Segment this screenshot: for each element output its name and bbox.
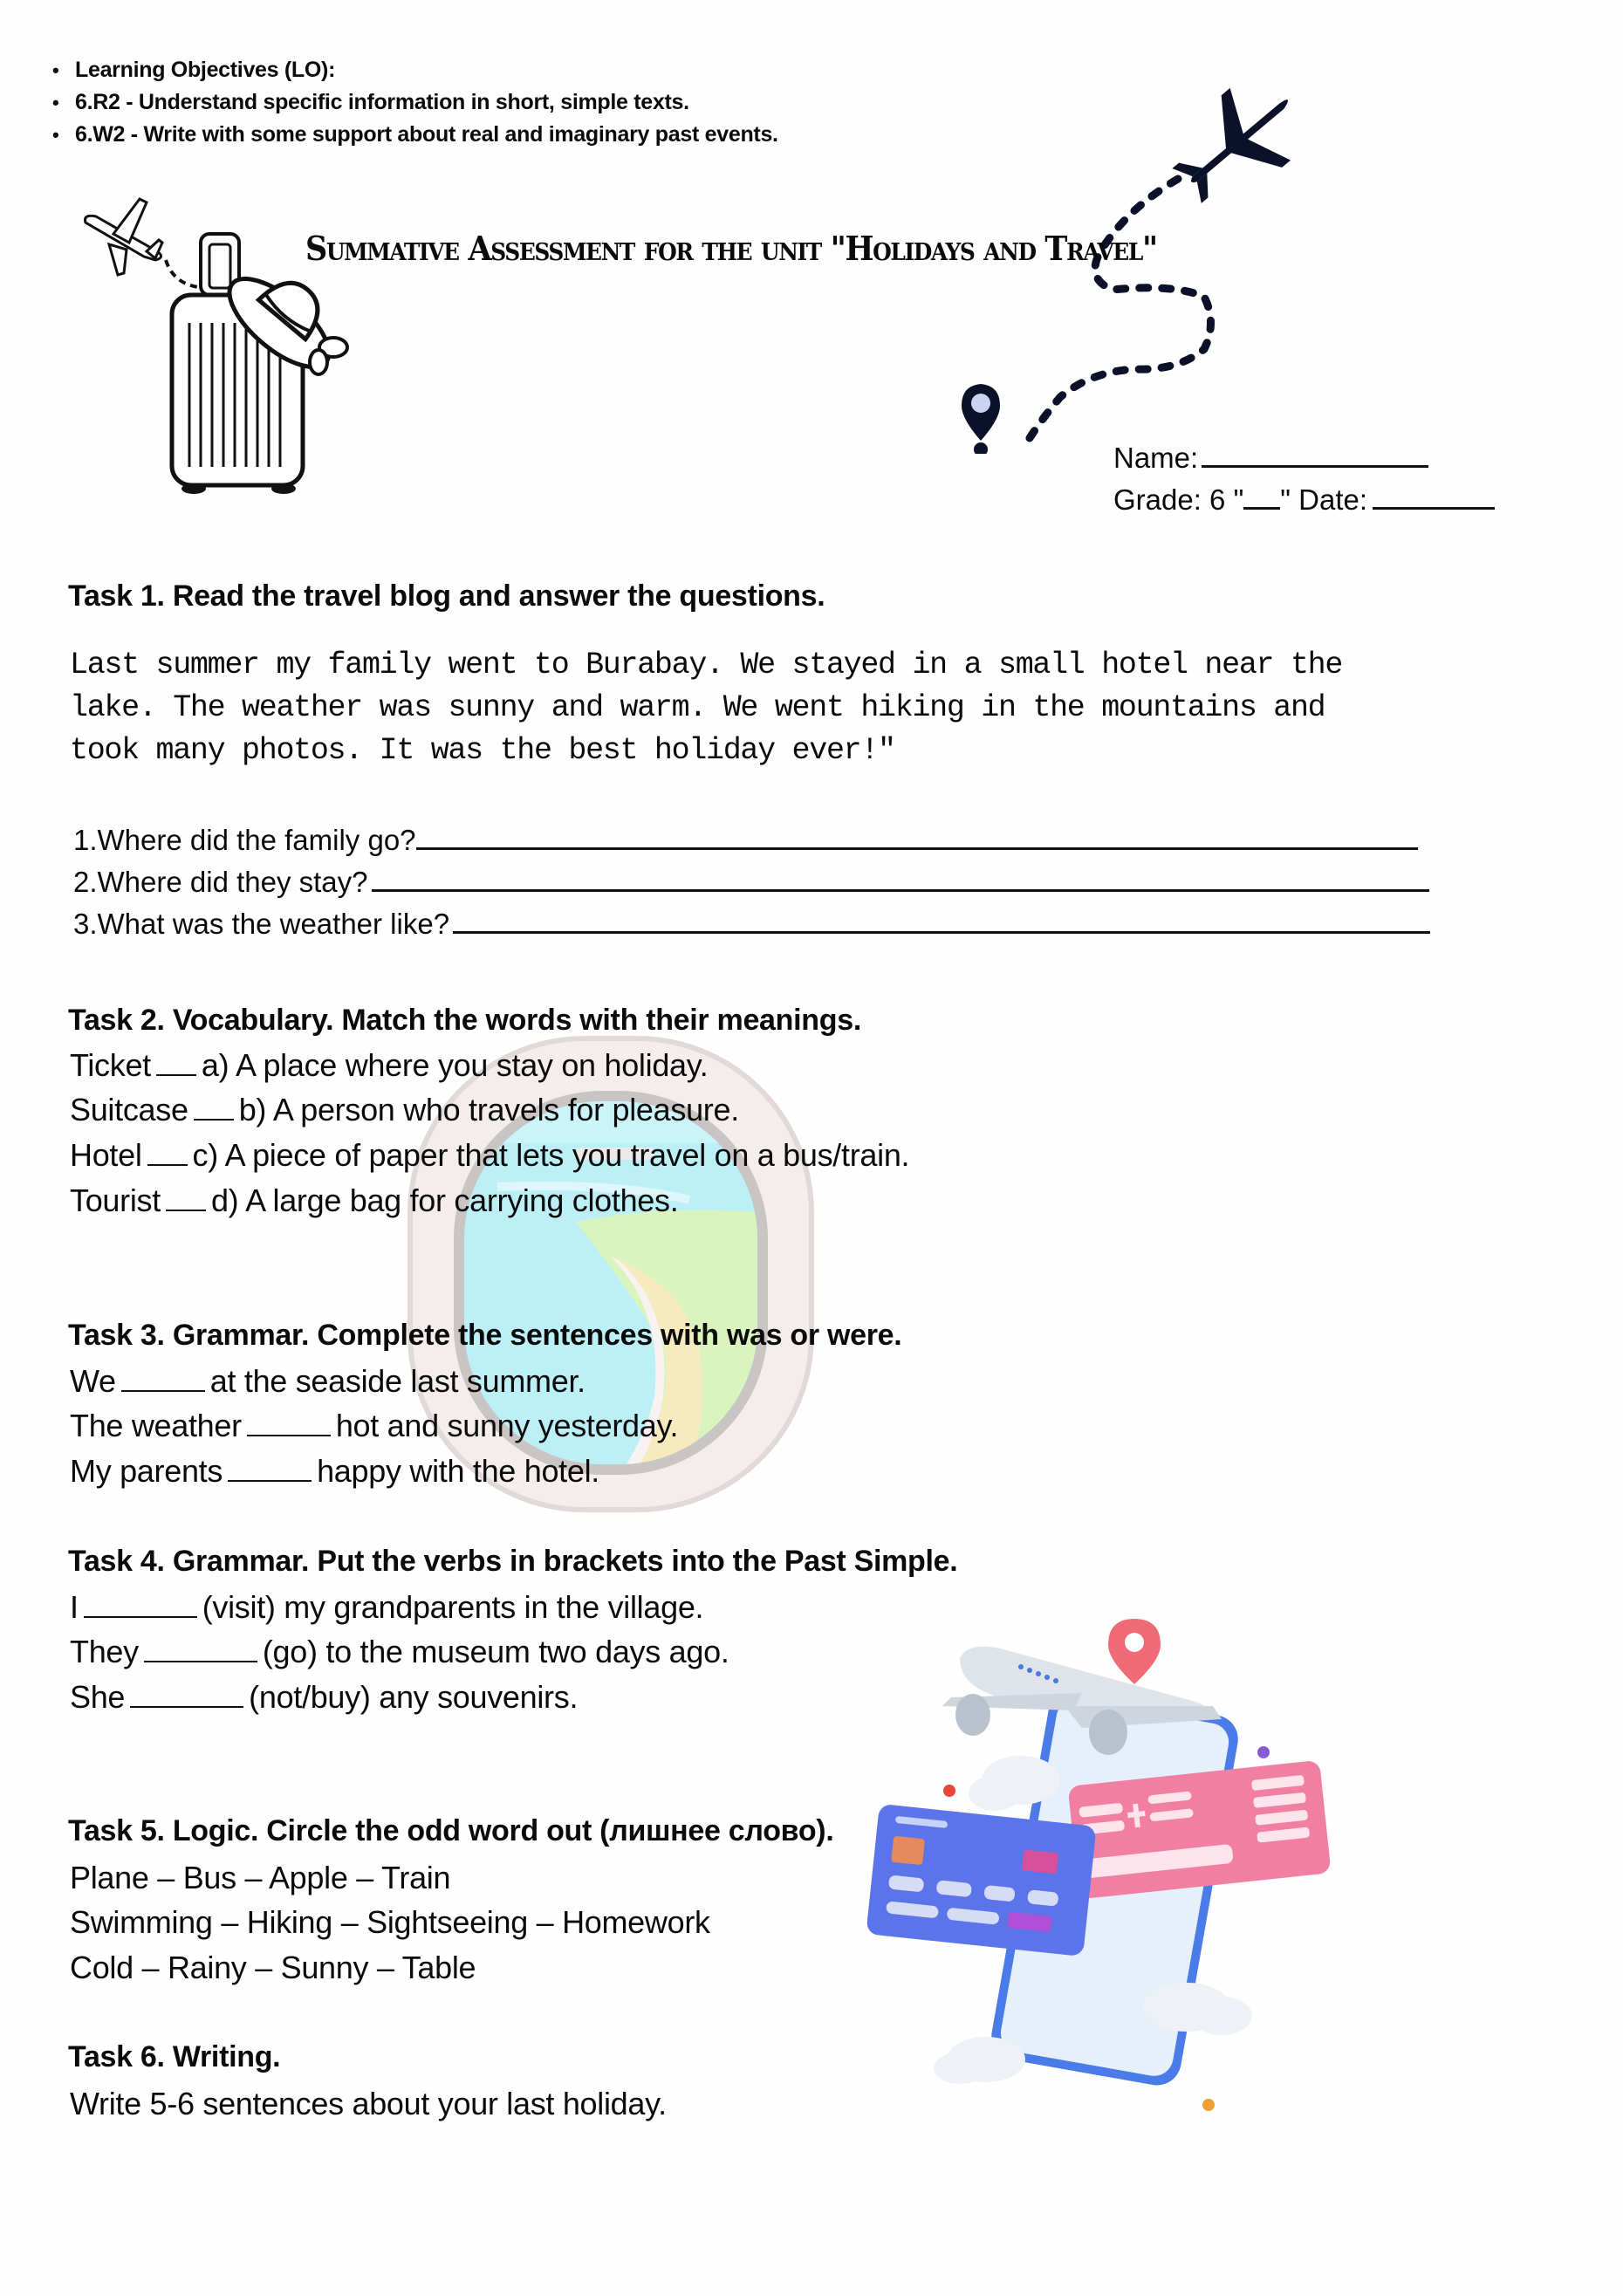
- sentence-start: I: [70, 1589, 79, 1625]
- fill-blank[interactable]: [247, 1434, 331, 1436]
- sentence-end: (not/buy) any souvenirs.: [249, 1679, 579, 1715]
- blog-line: lake. The weather was sunny and warm. We went hiking in the mountains and: [70, 690, 1325, 725]
- match-meaning: c) A piece of paper that lets you travel on a bus/train.: [192, 1137, 910, 1173]
- task5-heading: Task 5. Logic. Circle the odd word out (лишнее слово).: [68, 1814, 834, 1847]
- route-illustration: [942, 87, 1309, 454]
- answer-line[interactable]: [453, 930, 1430, 934]
- fill-blank[interactable]: [121, 1389, 205, 1392]
- grade-label: Grade: 6 ": [1113, 483, 1244, 516]
- match-item[interactable]: [70, 1047, 709, 1084]
- answer-line[interactable]: [372, 888, 1429, 892]
- sentence-start: My parents: [70, 1453, 223, 1489]
- verb-item[interactable]: [70, 1634, 729, 1670]
- task1-heading: Task 1. Read the travel blog and answer the questions.: [68, 579, 825, 613]
- match-blank[interactable]: [147, 1163, 188, 1166]
- page-title: Summative Assessment for the unit "Holidays and Travel": [305, 229, 1157, 268]
- task6-heading: Task 6. Writing.: [68, 2040, 281, 2073]
- match-meaning: b) A person who travels for pleasure.: [238, 1092, 739, 1127]
- blog-line: took many photos. It was the best holiday ever!": [70, 733, 895, 768]
- date-label: " Date:: [1280, 483, 1368, 516]
- bullet-icon: •: [52, 59, 59, 81]
- small-plane-icon: [86, 199, 163, 275]
- verb-blank[interactable]: [144, 1660, 257, 1662]
- question-text: 3.What was the weather like?: [73, 908, 450, 940]
- bullet-icon: •: [52, 124, 59, 146]
- match-blank[interactable]: [166, 1209, 206, 1211]
- match-meaning: d) A large bag for carrying clothes.: [210, 1182, 679, 1218]
- fill-in-item[interactable]: [70, 1453, 599, 1490]
- name-label: Name:: [1113, 442, 1199, 474]
- sentence-end: (go) to the museum two days ago.: [262, 1634, 729, 1669]
- writing-instruction: Write 5-6 sentences about your last holiday.: [70, 2086, 667, 2121]
- map-pin-3d-icon: [1108, 1619, 1161, 1684]
- sentence-start: She: [70, 1679, 126, 1715]
- odd-word-row[interactable]: Swimming – Hiking – Sightseeing – Homework: [70, 1904, 710, 1940]
- learning-objective-r2: [52, 89, 689, 116]
- match-item[interactable]: [70, 1092, 739, 1128]
- date-blank[interactable]: [1373, 506, 1495, 510]
- name-field[interactable]: [1113, 442, 1428, 475]
- verb-item[interactable]: [70, 1589, 703, 1626]
- task2-heading: Task 2. Vocabulary. Match the words with their meanings.: [68, 1004, 861, 1037]
- question-text: 2.Where did they stay?: [73, 866, 368, 898]
- grade-date-field[interactable]: [1113, 483, 1495, 517]
- question-text: 1.Where did the family go?: [73, 824, 416, 856]
- grade-letter-blank[interactable]: [1243, 506, 1280, 510]
- task3-heading: Task 3. Grammar. Complete the sentences with was or were.: [68, 1319, 902, 1352]
- lo-text: 6.W2 - Write with some support about real and imaginary past events.: [75, 122, 778, 147]
- match-blank[interactable]: [194, 1118, 234, 1121]
- lo-label: Learning Objectives (LO):: [75, 58, 336, 82]
- sentence-end: hot and sunny yesterday.: [335, 1408, 679, 1443]
- answer-line[interactable]: [416, 846, 1418, 850]
- match-word: Hotel: [70, 1137, 142, 1173]
- match-word: Suitcase: [70, 1092, 188, 1127]
- fill-in-item[interactable]: [70, 1363, 586, 1400]
- sentence-start: We: [70, 1363, 116, 1399]
- odd-word-row[interactable]: Plane – Bus – Apple – Train: [70, 1860, 451, 1895]
- question-1[interactable]: [73, 824, 1418, 857]
- airplane-icon: [1156, 87, 1309, 222]
- credit-card-icon: [866, 1804, 1096, 1957]
- sentence-start: They: [70, 1634, 139, 1669]
- question-3[interactable]: [73, 908, 1430, 941]
- question-2[interactable]: [73, 866, 1429, 899]
- verb-blank[interactable]: [84, 1615, 197, 1618]
- learning-objective-w2: [52, 121, 778, 148]
- match-item[interactable]: [70, 1137, 909, 1174]
- sentence-end: happy with the hotel.: [317, 1453, 600, 1489]
- bullet-icon: •: [52, 92, 59, 113]
- match-word: Ticket: [70, 1047, 151, 1083]
- travel-booking-illustration: [864, 1597, 1387, 2121]
- learning-objectives-heading: [52, 57, 335, 84]
- fill-in-item[interactable]: [70, 1408, 678, 1444]
- verb-blank[interactable]: [130, 1705, 243, 1708]
- match-meaning: a) A place where you stay on holiday.: [201, 1047, 709, 1083]
- sentence-end: (visit) my grandparents in the village.: [202, 1589, 704, 1625]
- location-pin-icon: [962, 384, 1000, 441]
- match-blank[interactable]: [156, 1073, 196, 1076]
- blog-line: Last summer my family went to Burabay. We stayed in a small hotel near the: [70, 648, 1343, 682]
- verb-item[interactable]: [70, 1679, 578, 1716]
- odd-word-row[interactable]: Cold – Rainy – Sunny – Table: [70, 1950, 476, 1985]
- fill-blank[interactable]: [228, 1479, 312, 1482]
- sentence-start: The weather: [70, 1408, 242, 1443]
- lo-text: 6.R2 - Understand specific information in short, simple texts.: [75, 90, 689, 114]
- match-item[interactable]: [70, 1182, 678, 1219]
- sentence-end: at the seaside last summer.: [209, 1363, 586, 1399]
- match-word: Tourist: [70, 1182, 161, 1218]
- name-blank[interactable]: [1202, 464, 1428, 468]
- task4-heading: Task 4. Grammar. Put the verbs in brackets into the Past Simple.: [68, 1545, 958, 1578]
